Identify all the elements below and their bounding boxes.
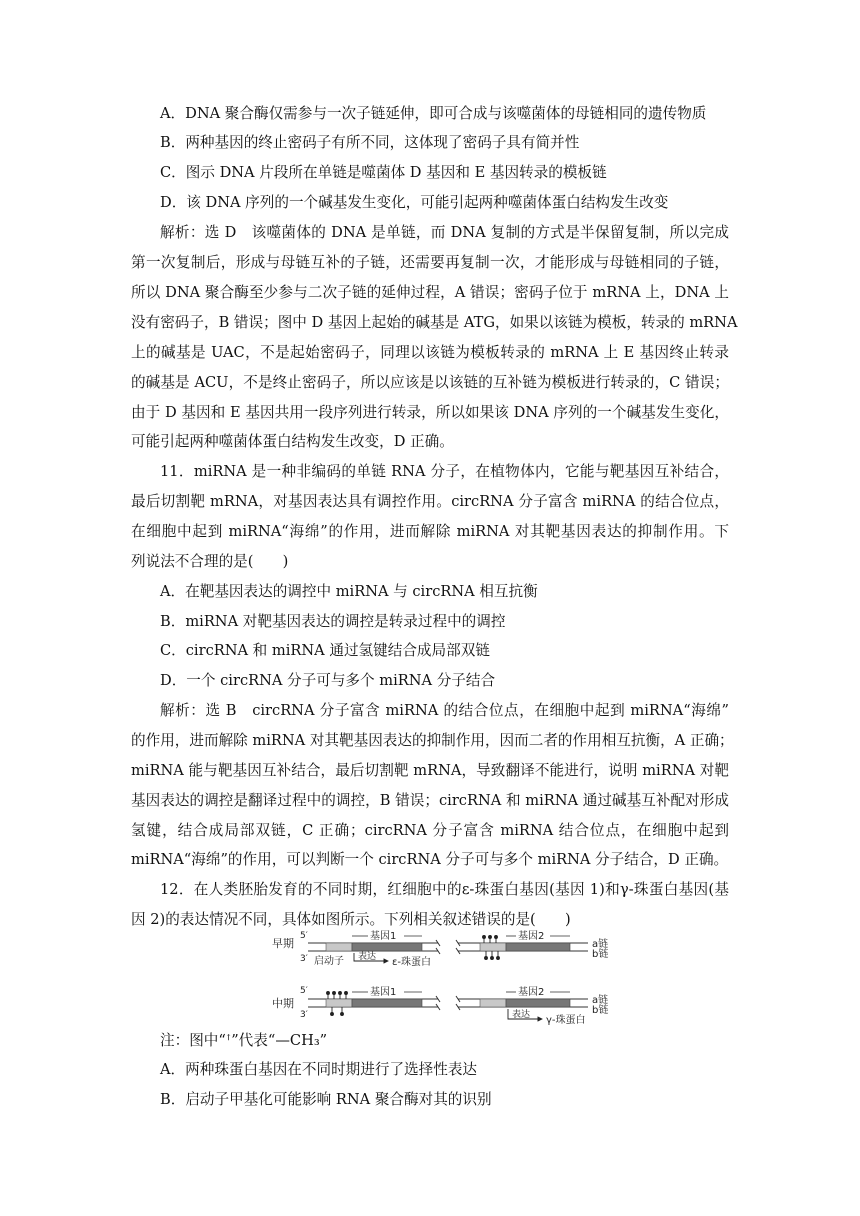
express-label: 表达: [358, 952, 377, 962]
gene-2-box: [506, 943, 570, 951]
q11-option-c: C．circRNA 和 miRNA 通过氢键结合成局部双链: [160, 642, 490, 659]
promoter-1-box: [326, 943, 352, 951]
mid-stage-label: 中期: [272, 997, 294, 1010]
q11-analysis-line: miRNA“海绵”的作用，可以判断一个 circRNA 分子可与多个 miRNA 分子结合，D 正确。: [131, 851, 729, 868]
gene-1-box: [352, 943, 422, 951]
gene-expression-diagram: [270, 927, 620, 1037]
q11-option-b: B．miRNA 对靶基因表达的调控是转录过程中的调控: [160, 613, 506, 630]
five-prime-label: 5′: [300, 986, 308, 996]
b-chain-label: b链: [592, 1005, 609, 1016]
q10-option-b: B．两种基因的终止密码子有所不同，这体现了密码子具有简并性: [160, 134, 580, 151]
gene-1-label: 基因1: [370, 931, 397, 942]
q10-analysis-line: 没有密码子，B 错误；图中 D 基因上起始的碱基是 ATG，如果以该链为模板，转录的 mRNA: [131, 314, 738, 331]
a-chain-label: a链: [592, 939, 609, 950]
q11-option-a: A．在靶基因表达的调控中 miRNA 与 circRNA 相互抗衡: [160, 583, 538, 600]
q10-analysis-line: 所以 DNA 聚合酶至少参与二次子链的延伸过程，A 错误；密码子位于 mRNA 上，DNA 上: [131, 284, 729, 301]
q11-analysis-line: miRNA 能与靶基因互补结合，最后切割靶 mRNA，导致翻译不能进行，说明 miRNA 对靶: [131, 762, 729, 779]
promoter-1-box: [326, 999, 352, 1007]
epsilon-globin-label: ε-珠蛋白: [392, 957, 432, 968]
q11-stem-line: 列说法不合理的是( ): [131, 553, 289, 570]
q10-analysis-line: 可能引起两种噬菌体蛋白结构发生改变，D 正确。: [131, 433, 454, 450]
early-stage-label: 早期: [272, 937, 294, 950]
three-prime-label: 3′: [300, 1010, 308, 1020]
q11-analysis-line: 氢键，结合成局部双链，C 正确；circRNA 分子富含 miRNA 结合位点，在细胞中起到: [131, 822, 729, 839]
q11-stem-line: 最后切割靶 mRNA，对基因表达具有调控作用。circRNA 分子富含 miRNA 的结合位点，: [131, 493, 729, 510]
q11-option-d: D．一个 circRNA 分子可与多个 miRNA 分子结合: [160, 672, 496, 689]
q12-option-b: B．启动子甲基化可能影响 RNA 聚合酶对其的识别: [160, 1091, 492, 1108]
promoter-label: 启动子: [314, 956, 344, 967]
gene-1-label: 基因1: [370, 987, 397, 998]
five-prime-label: 5′: [300, 931, 308, 941]
promoter-2-box: [480, 943, 506, 951]
b-chain-label: b链: [592, 949, 609, 960]
q11-analysis-line: 基因表达的调控是翻译过程中的调控，B 错误；circRNA 和 miRNA 通过碱基互补配对形成: [131, 792, 729, 809]
q11-stem-line: 在细胞中起到 miRNA“海绵”的作用，进而解除 miRNA 对其靶基因表达的抑制作用。下: [131, 523, 729, 540]
gene-2-label: 基因2: [518, 931, 545, 942]
promoter-2-box: [480, 999, 506, 1007]
gene-2-label: 基因2: [518, 987, 545, 998]
q11-analysis-line: 解析：选 B circRNA 分子富含 miRNA 的结合位点，在细胞中起到 miRNA“海绵”: [160, 702, 729, 719]
q12-option-a: A．两种珠蛋白基因在不同时期进行了选择性表达: [160, 1061, 478, 1078]
gamma-globin-label: γ-珠蛋白: [546, 1015, 586, 1026]
express-label: 表达: [512, 1010, 531, 1020]
q12-note: 注：图中“ꜛ”代表“—CH₃”: [160, 1032, 328, 1049]
q10-analysis-line: 的碱基是 ACU，不是终止密码子，所以应该是以该链的互补链为模板进行转录的，C 错误；: [131, 374, 729, 391]
three-prime-label: 3′: [300, 954, 308, 964]
q10-analysis-line: 第一次复制后，形成与母链互补的子链，还需要再复制一次，才能形成与母链相同的子链，: [131, 254, 729, 271]
a-chain-label: a链: [592, 995, 609, 1006]
q10-analysis-line: 由于 D 基因和 E 基因共用一段序列进行转录，所以如果该 DNA 序列的一个碱基发生变化，: [131, 404, 729, 421]
gene-1-box: [352, 999, 422, 1007]
q12-stem-line: 12．在人类胚胎发育的不同时期，红细胞中的ε-珠蛋白基因(基因 1)和γ-珠蛋白基因(基: [160, 881, 729, 898]
q11-analysis-line: 的作用，进而解除 miRNA 对其靶基因表达的抑制作用，因而二者的作用相互抗衡，A 正确；: [131, 732, 734, 749]
q10-analysis-line: 上的碱基是 UAC，不是起始密码子，同理以该链为模板转录的 mRNA 上 E 基因终止转录: [131, 344, 729, 361]
gene-2-box: [506, 999, 570, 1007]
q12-stem-line: 因 2)的表达情况不同，具体如图所示。下列相关叙述错误的是( ): [131, 911, 571, 928]
q10-option-c: C．图示 DNA 片段所在单链是噬菌体 D 基因和 E 基因转录的模板链: [160, 164, 607, 181]
q10-analysis-line: 解析：选 D 该噬菌体的 DNA 是单链，而 DNA 复制的方式是半保留复制，所以完成: [160, 224, 729, 241]
q11-stem-line: 11．miRNA 是一种非编码的单链 RNA 分子，在植物体内，它能与靶基因互补结合，: [160, 463, 729, 480]
q10-option-d: D．该 DNA 序列的一个碱基发生变化，可能引起两种噬菌体蛋白结构发生改变: [160, 194, 669, 211]
q10-option-a: A．DNA 聚合酶仅需参与一次子链延伸，即可合成与该噬菌体的母链相同的遗传物质: [160, 105, 707, 122]
